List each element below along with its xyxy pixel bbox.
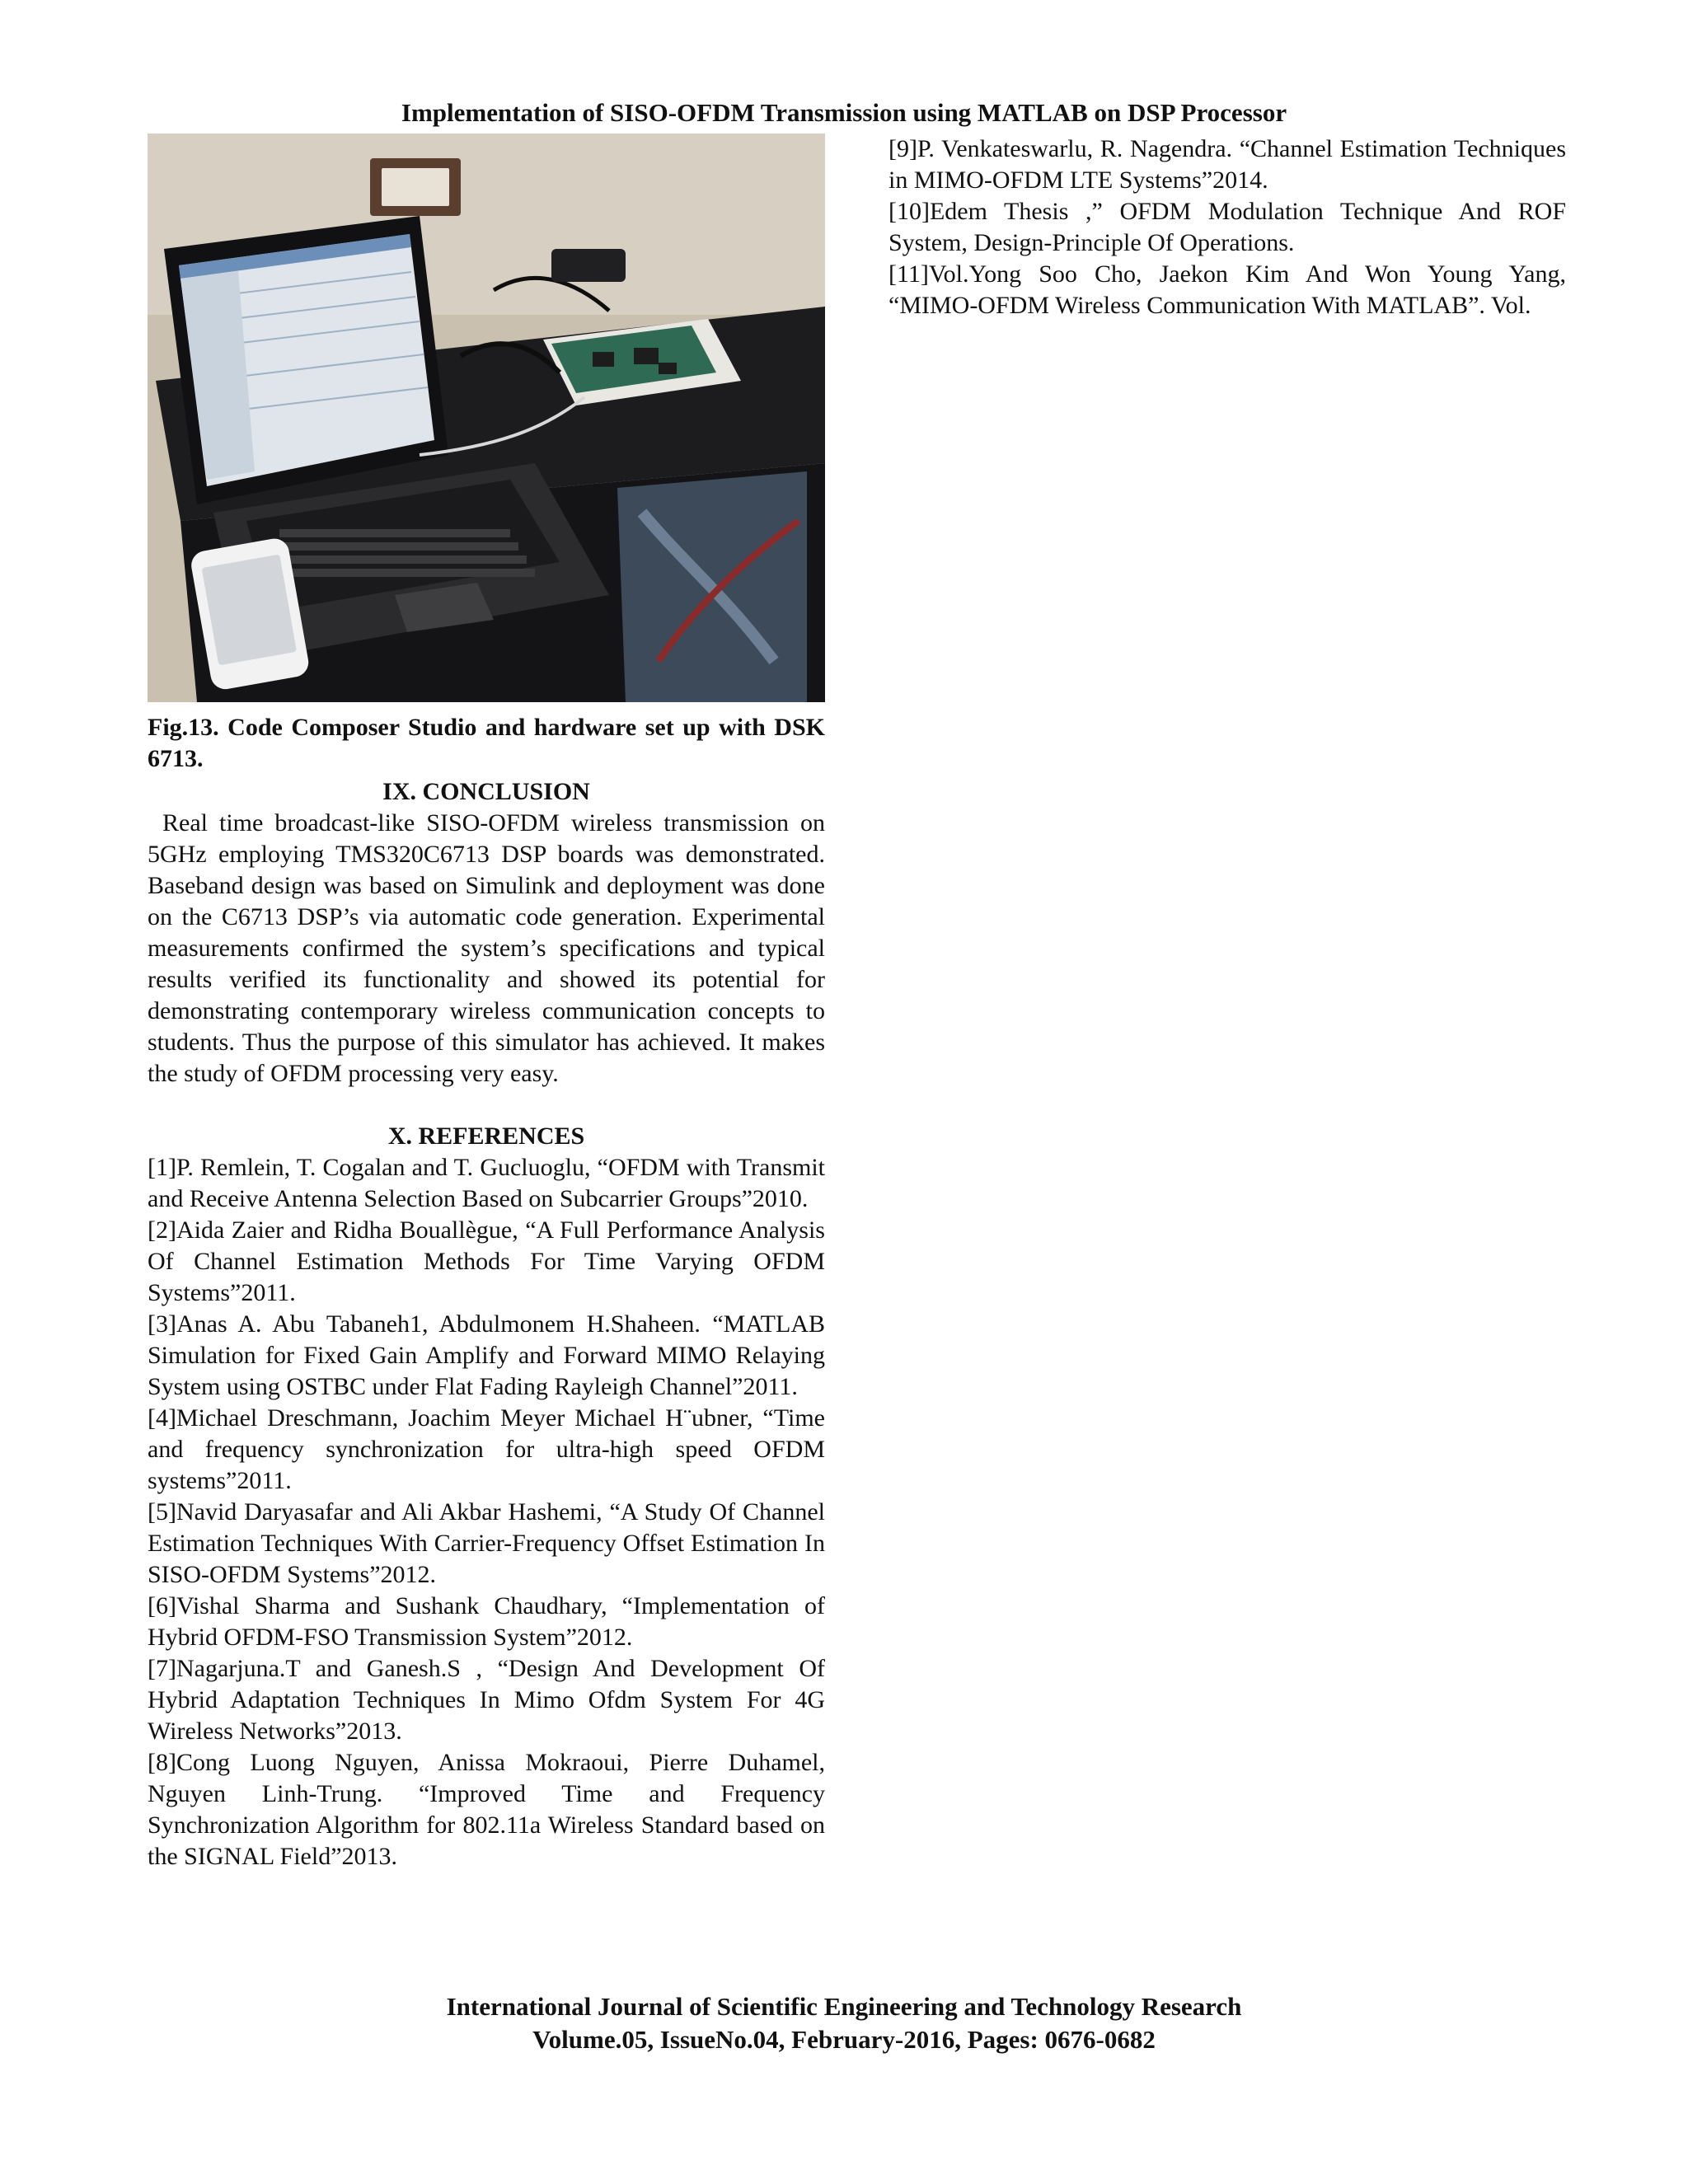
section-spacer [148, 1090, 825, 1119]
photo-illustration [148, 134, 825, 702]
reference-item-11: [11]Vol.Yong Soo Cho, Jaekon Kim And Won Young Yang, “MIMO-OFDM Wireless Communication With MATLAB”. Vol. [889, 260, 1566, 319]
figure-photo-laptop-dsk-setup [148, 134, 825, 702]
conclusion-paragraph: Real time broadcast-like SISO-OFDM wireless transmission on 5GHz employing TMS320C6713 DSP boards was demonstrated. Baseband design was based on Simulink and deployment was done on the C6713 DSP’s via automatic code generation. Experimental measurements confirmed the system’s specifications and typical results verified its functionality and showed its potential for demonstrating contemporary wireless communication concepts to students. Thus the purpose of this simulator has achieved. It makes the study of OFDM processing very easy. [148, 809, 825, 1087]
footer-journal: International Journal of Scientific Engineering and Technology Research [446, 1992, 1242, 2021]
right-column [889, 134, 1566, 321]
reference-item-5: [5]Navid Daryasafar and Ali Akbar Hashemi, “A Study Of Channel Estimation Techniques With Carrier-Frequency Offset Estimation In SISO-OFDM Systems”2012. [148, 1498, 825, 1588]
reference-item-6: [6]Vishal Sharma and Sushank Chaudhary, “Implementation of Hybrid OFDM-FSO Transmission System”2012. [148, 1592, 825, 1651]
reference-item-7: [7]Nagarjuna.T and Ganesh.S , “Design And Development Of Hybrid Adaptation Techniques In Mimo Ofdm System For 4G Wireless Networks”2013. [148, 1655, 825, 1745]
reference-item-3: [3]Anas A. Abu Tabaneh1, Abdulmonem H.Shaheen. “MATLAB Simulation for Fixed Gain Amplify and Forward MIMO Relaying System using OSTBC under Flat Fading Rayleigh Channel”2011. [148, 1310, 825, 1400]
left-column [148, 134, 825, 1872]
reference-item-1: [1]P. Remlein, T. Cogalan and T. Gucluoglu, “OFDM with Transmit and Receive Antenna Selection Based on Subcarrier Groups”2010. [148, 1154, 825, 1212]
footer-issue: Volume.05, IssueNo.04, February-2016, Pages: 0676-0682 [532, 2025, 1156, 2054]
conclusion-heading: IX. CONCLUSION [382, 778, 590, 805]
reference-item-2: [2]Aida Zaier and Ridha Bouallègue, “A Full Performance Analysis Of Channel Estimation Methods For Time Varying OFDM Systems”2011. [148, 1216, 825, 1306]
references-heading: X. REFERENCES [387, 1122, 585, 1150]
reference-item-9: [9]P. Venkateswarlu, R. Nagendra. “Channel Estimation Techniques in MIMO-OFDM LTE Systems”2014. [889, 135, 1566, 194]
running-header: Implementation of SISO-OFDM Transmission using MATLAB on DSP Processor [401, 98, 1287, 127]
reference-item-10: [10]Edem Thesis ,” OFDM Modulation Technique And ROF System, Design-Principle Of Operations. [889, 198, 1566, 256]
reference-item-8: [8]Cong Luong Nguyen, Anissa Mokraoui, Pierre Duhamel, Nguyen Linh-Trung. “Improved Time and Frequency Synchronization Algorithm for 802.11a Wireless Standard based on the SIGNAL Field”2013. [148, 1749, 825, 1870]
reference-item-4: [4]Michael Dreschmann, Joachim Meyer Michael H¨ubner, “Time and frequency synchronization for ultra-high speed OFDM systems”2011. [148, 1404, 825, 1494]
reference-list-left [148, 1152, 825, 1872]
reference-list-right [889, 134, 1566, 321]
figure-caption: Fig.13. Code Composer Studio and hardware set up with DSK 6713. [148, 714, 825, 772]
